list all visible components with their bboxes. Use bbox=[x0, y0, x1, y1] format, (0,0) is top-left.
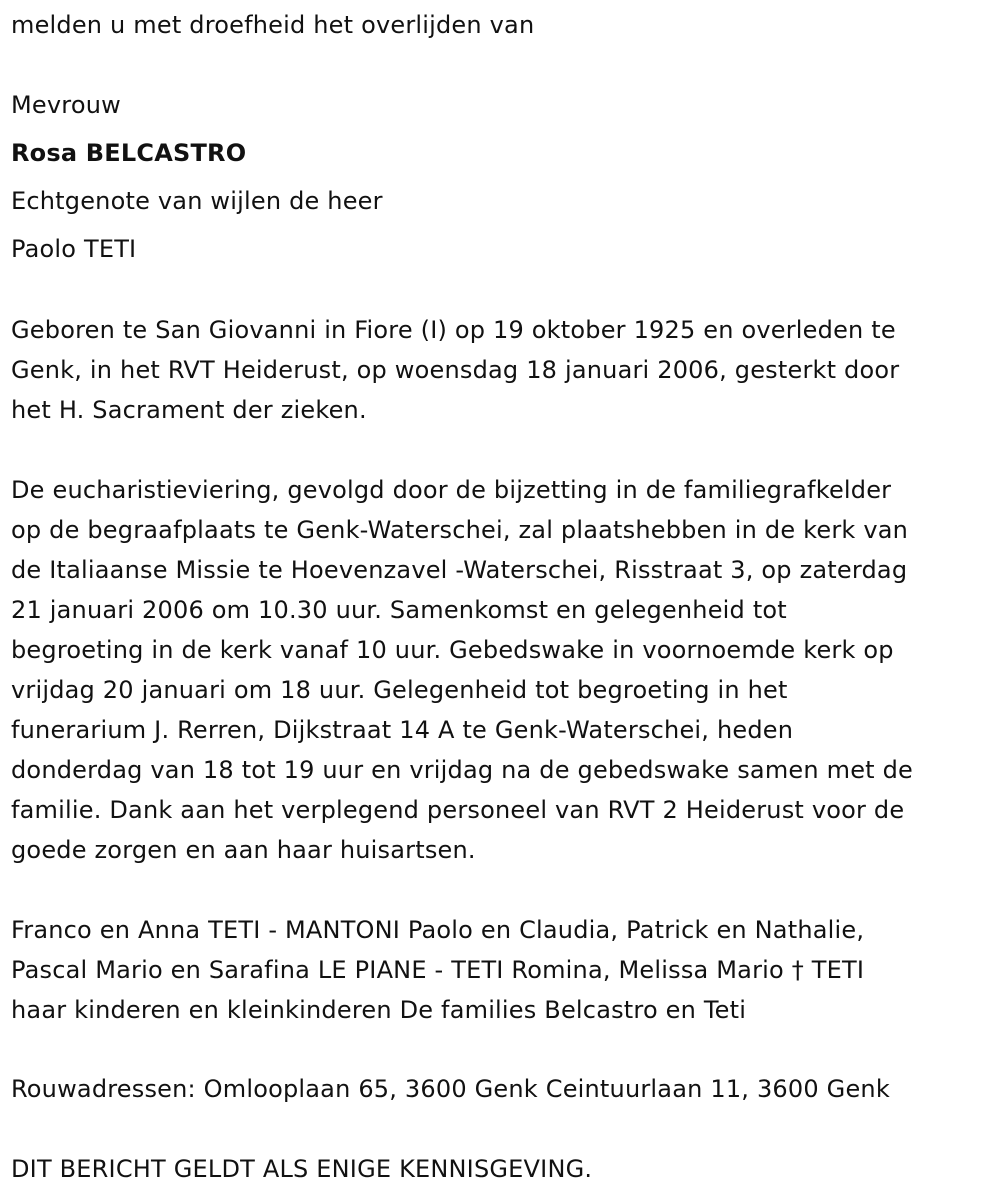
birth-death-paragraph: Geboren te San Giovanni in Fiore (I) op 19 oktober 1925 en overleden te Genk, in het RVT Heiderust, op woensdag 18 januari 2006, gesterkt door het H. Sacrament der zieken. bbox=[11, 316, 900, 424]
notice-line: DIT BERICHT GELDT ALS ENIGE KENNISGEVING. bbox=[11, 1155, 593, 1183]
deceased-name: Rosa BELCASTRO bbox=[11, 139, 247, 167]
spouse-name: Paolo TETI bbox=[11, 235, 137, 263]
addresses-line: Rouwadressen: Omlooplaan 65, 3600 Genk Ceintuurlaan 11, 3600 Genk bbox=[11, 1075, 890, 1103]
ceremony-paragraph: De eucharistieviering, gevolgd door de bijzetting in de familiegrafkelder op de begraafplaats te Genk-Waterschei, zal plaatshebben in de kerk van de Italiaanse Missie te Hoevenzavel -Waterschei, Risstraat 3, op zaterdag 21 januari 2006 om 10.30 uur. Samenkomst en gelegenheid tot begroeting in de kerk vanaf 10 uur. Gebedswake in voornoemde kerk op vrijdag 20 januari om 18 uur. Gelegenheid tot begroeting in het funerarium J. Rerren, Dijkstraat 14 A te Genk-Waterschei, heden donderdag van 18 tot 19 uur en vrijdag na de gebedswake samen met de familie. Dank aan het verplegend personeel van RVT 2 Heiderust voor de goede zorgen en aan haar huisartsen. bbox=[11, 476, 913, 864]
relation-text: Echtgenote van wijlen de heer bbox=[11, 187, 383, 215]
family-paragraph: Franco en Anna TETI - MANTONI Paolo en Claudia, Patrick en Nathalie, Pascal Mario en Sarafina LE PIANE - TETI Romina, Melissa Mario † TETI haar kinderen en kleinkinderen De families Belcastro en Teti bbox=[11, 916, 865, 1024]
deceased-title: Mevrouw bbox=[11, 91, 121, 119]
intro-text: melden u met droefheid het overlijden van bbox=[11, 11, 535, 39]
